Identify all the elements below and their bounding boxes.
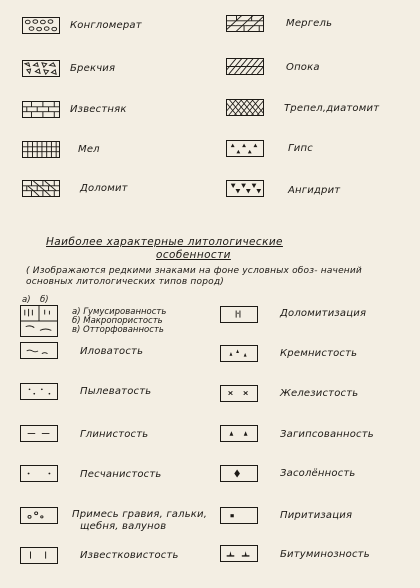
legend-label: Песчанистость (80, 469, 162, 480)
legend-label: Пиритизация (280, 510, 353, 521)
composite-item-b: б) Макропористость (72, 316, 163, 326)
dustiness-sign-icon (20, 383, 58, 400)
section-heading-line2: особенности (156, 249, 231, 261)
anhydrite-pattern-icon (226, 180, 264, 197)
composite-item-a: а) Гумусированность (72, 307, 167, 317)
legend-label: Трепел,диатомит (284, 103, 380, 114)
composite-letter-a: а) (22, 295, 31, 305)
chalk-pattern-icon (22, 141, 60, 158)
salinization-sign-icon (220, 465, 258, 482)
clayiness-sign-icon (20, 425, 58, 442)
dolomite-pattern-icon (22, 180, 60, 197)
legend-label: Доломит (80, 183, 128, 194)
gypsification-sign-icon (220, 425, 258, 442)
humus-macroporosity-peat-composite-icon (20, 305, 58, 337)
composite-letter-b: б) (40, 295, 49, 305)
gravel-admixture-sign-icon (20, 507, 58, 524)
legend-label: Гипс (288, 143, 313, 154)
tripoli-diatomite-pattern-icon (226, 99, 264, 116)
legend-label: Битуминозность (280, 549, 370, 560)
siliceousness-sign-icon (220, 345, 258, 362)
section-heading (46, 236, 283, 262)
legend-label: Железистость (280, 388, 359, 399)
legend-label: Опока (286, 62, 320, 73)
conglomerate-pattern-icon (22, 17, 60, 34)
dolomitization-sign-icon (220, 306, 258, 323)
legend-label-line2: щебня, валунов (80, 521, 167, 532)
ferruginousness-sign-icon (220, 385, 258, 402)
sandiness-sign-icon (20, 465, 58, 482)
limestone-pattern-icon (22, 101, 60, 118)
legend-label: Пылеватость (80, 386, 152, 397)
legend-label: Кремнистость (280, 348, 358, 359)
legend-label: Иловатость (80, 346, 144, 357)
gypsum-pattern-icon (226, 140, 264, 157)
composite-item-c: в) Отторфованность (72, 325, 164, 335)
legend-label: Засолённость (280, 468, 356, 479)
legend-label-line1: Примесь гравия, гальки, (72, 509, 208, 520)
legend-label: Мергель (286, 18, 333, 29)
pyritization-sign-icon (220, 507, 258, 524)
section-heading-line1: Наиболее характерные литологические (46, 236, 283, 248)
legend-label: Мел (78, 144, 100, 155)
breccia-pattern-icon (22, 60, 60, 77)
legend-label: Известняк (70, 104, 127, 115)
section-note: ( Изображаются редкими знаками на фоне условных обоз- начений основных литологических типов пород) (26, 266, 362, 287)
legend-label: Загипсованность (280, 429, 374, 440)
legend-label: Известковистость (80, 550, 179, 561)
calcareousness-sign-icon (20, 547, 58, 564)
marl-pattern-icon (226, 15, 264, 32)
legend-label: Доломитизация (280, 308, 367, 319)
opoka-pattern-icon (226, 58, 264, 75)
legend-label: Брекчия (70, 63, 116, 74)
legend-label: Конгломерат (70, 20, 142, 31)
legend-label: Ангидрит (288, 185, 341, 196)
legend-label: Глинистость (80, 429, 149, 440)
bituminousness-sign-icon (220, 545, 258, 562)
siltiness-sign-icon (20, 342, 58, 359)
